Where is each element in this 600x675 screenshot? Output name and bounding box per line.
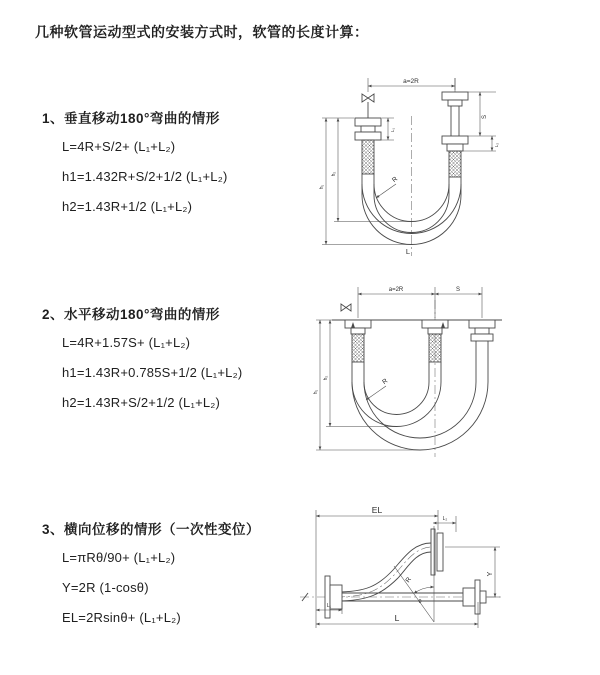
valve-icon: [362, 94, 374, 118]
valve-icon: [341, 304, 351, 311]
dim-label-l: L: [394, 613, 400, 623]
left-pipe-fitting: [355, 118, 381, 174]
vertical-move-180-bend-diagram: [310, 72, 560, 262]
lateral-displacement-diagram: [298, 502, 595, 662]
section-1-formula-h1: h1=1.432R+S/2+1/2 (L₁+L₂): [62, 169, 228, 184]
dim-label-l1: L₁: [326, 603, 332, 609]
dim-label-l1: L₁: [390, 127, 395, 133]
section-2-formula-L: L=4R+1.57S+ (L₁+L₂): [62, 335, 191, 350]
dim-label-h2: h₂: [331, 171, 337, 177]
dim-label-l-total: L: [405, 247, 411, 256]
dim-label-theta: θ: [418, 599, 422, 605]
section-2-heading: 2、水平移动180°弯曲的情形: [42, 307, 220, 322]
section-2-formula-h1: h1=1.43R+0.785S+1/2 (L₁+L₂): [62, 365, 243, 380]
section-1-formula-h2: h2=1.43R+1/2 (L₁+L₂): [62, 199, 193, 214]
dim-label-l2: L₂: [494, 142, 499, 148]
dimension-l2: [433, 516, 456, 532]
horizontal-move-180-bend-diagram: [310, 282, 560, 467]
dim-label-a2r: a=2R: [403, 78, 419, 85]
dim-label-r: R: [381, 377, 390, 386]
hose-curves: [352, 382, 488, 450]
page-title: 几种软管运动型式的安装方式时，软管的长度计算：: [35, 24, 369, 40]
dim-label-el: EL: [371, 505, 383, 515]
dim-label-y: Y: [487, 571, 494, 577]
dimension-el: [316, 505, 438, 628]
section-3-formula-EL: EL=2Rsinθ+ (L₁+L₂): [62, 610, 181, 625]
dim-label-s: S: [455, 287, 461, 293]
section-3-formula-Y: Y=2R (1-cosθ): [62, 580, 149, 595]
dim-label-h1: h₁: [319, 184, 325, 190]
section-2-formula-h2: h2=1.43R+S/2+1/2 (L₁+L₂): [62, 395, 221, 410]
dim-label-s: S: [482, 114, 488, 120]
dim-label-a2r: a=2R: [388, 287, 404, 293]
dimension-s: [468, 92, 496, 136]
section-3-heading: 3、横向位移的情形（一次性变位）: [42, 522, 261, 537]
dim-label-h1: h₁: [313, 389, 319, 395]
section-1-heading: 1、垂直移动180°弯曲的情形: [42, 111, 220, 126]
radius-callout: [376, 175, 399, 198]
dim-label-h2: h₂: [323, 375, 329, 381]
hose-s-curve: [336, 543, 431, 601]
angle-construction: [394, 526, 434, 622]
left-pipe-fitting: [345, 320, 371, 382]
dim-label-r: R: [404, 576, 413, 585]
dimension-a-2r-and-s: [358, 287, 482, 318]
right-flange: [463, 580, 486, 614]
section-1-formula-L: L=4R+S/2+ (L₁+L₂): [62, 139, 176, 154]
dimension-h1-h2: [313, 320, 420, 450]
upper-right-flange: [431, 529, 443, 575]
dimension-a-2r: [368, 78, 455, 92]
left-flange: [325, 576, 342, 618]
dim-label-l2: L₂: [442, 516, 448, 522]
right-pipe-fitting: [469, 320, 495, 382]
dim-label-r: R: [391, 175, 400, 185]
section-3-formula-L: L=πRθ/90+ (L₁+L₂): [62, 550, 176, 565]
radius-callout: [366, 377, 389, 400]
right-pipe-fitting: [442, 78, 468, 177]
